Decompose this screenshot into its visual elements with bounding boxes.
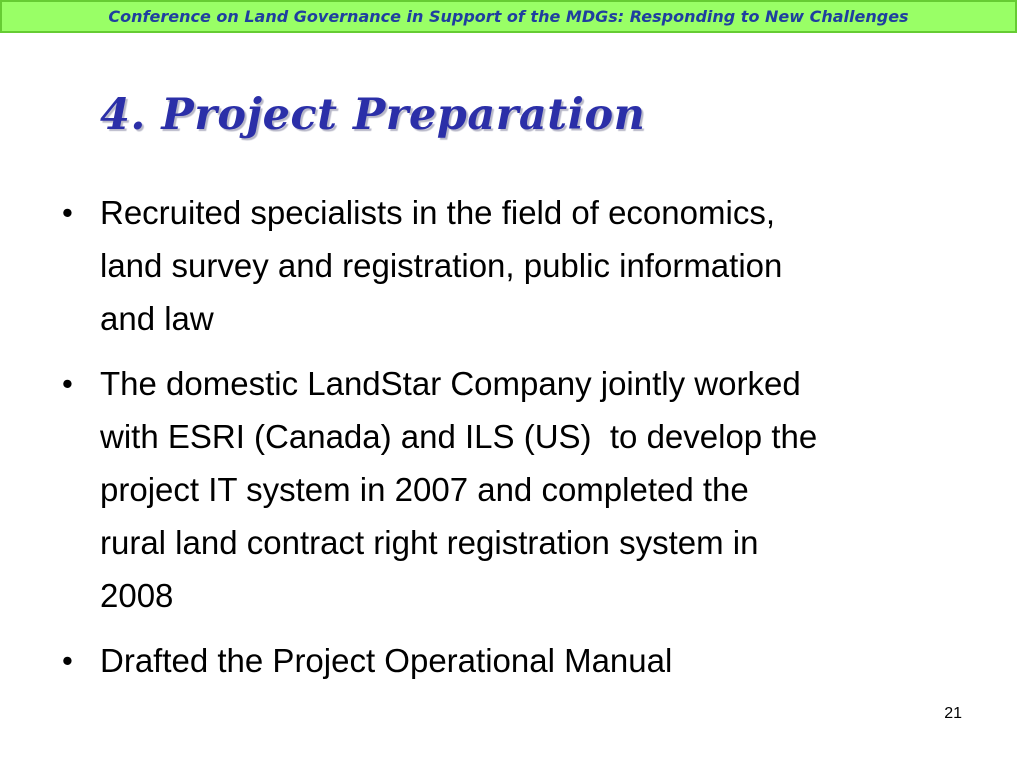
bullet-line: 2008 <box>100 577 174 614</box>
page-number: 21 <box>944 705 962 722</box>
slide-title: 4. Project Preparation <box>100 90 646 140</box>
bullet-marker: • <box>62 366 73 401</box>
bullet-list <box>62 186 982 699</box>
bullet-text <box>100 357 982 622</box>
bullet-item-recruited-specialists <box>62 186 982 345</box>
bullet-line: Recruited specialists in the field of economics, <box>100 194 775 231</box>
bullet-item-operational-manual <box>62 634 982 687</box>
bullet-text <box>100 186 982 345</box>
bullet-marker: • <box>62 643 73 678</box>
bullet-text <box>100 634 982 687</box>
bullet-line: with ESRI (Canada) and ILS (US) to develop the <box>100 418 818 455</box>
bullet-line: Drafted the Project Operational Manual <box>100 642 673 679</box>
bullet-line: land survey and registration, public information <box>100 247 783 284</box>
banner-text: Conference on Land Governance in Support of the MDGs: Responding to New Challenges <box>108 7 909 26</box>
conference-banner <box>0 0 1017 33</box>
bullet-line: The domestic LandStar Company jointly worked <box>100 365 801 402</box>
bullet-line: and law <box>100 300 214 337</box>
bullet-marker: • <box>62 195 73 230</box>
bullet-item-landstar-company <box>62 357 982 622</box>
bullet-line: rural land contract right registration system in <box>100 524 759 561</box>
bullet-line: project IT system in 2007 and completed the <box>100 471 749 508</box>
